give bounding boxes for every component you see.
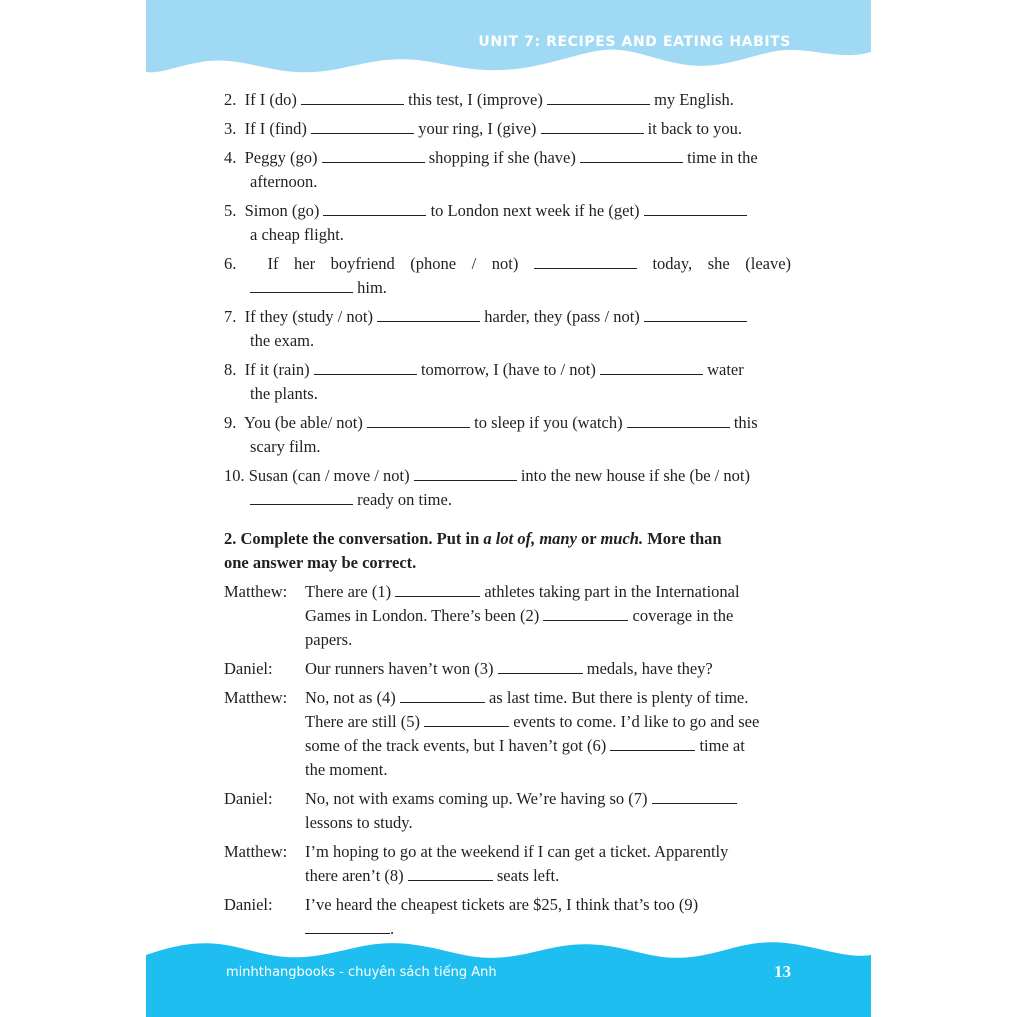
item-continuation: scary film. [250,437,321,456]
heading-term: much. [600,529,644,548]
speaker-label: Daniel: [224,789,273,808]
exercise-item [224,199,747,223]
exercise-item [224,88,734,112]
item-continuation [250,488,452,512]
item-number: 9. [224,413,237,432]
answer-blank[interactable] [543,606,628,621]
answer-blank[interactable] [610,736,695,751]
dialogue-line [305,864,559,888]
answer-blank[interactable] [414,466,517,481]
dialogue-text: . [390,919,395,938]
answer-blank[interactable] [408,866,493,881]
answer-blank[interactable] [541,119,644,134]
dialogue-text: No, not with exams coming up. We’re having so (7) [305,789,648,808]
item-text: it back to you. [647,119,743,138]
heading-term: many [539,529,577,548]
item-text: Susan (can / move / not) [248,466,410,485]
dialogue-line [305,710,759,734]
heading-text: 2. Complete the conversation. Put in [224,529,480,548]
book-page [146,0,871,1017]
dialogue-line [305,787,737,811]
item-text: You (be able/ not) [244,413,363,432]
dialogue-text: Games in London. There’s been (2) [305,606,540,625]
dialogue-line [305,657,713,681]
dialogue-text: there aren’t (8) [305,866,404,885]
exercise-item [224,146,758,170]
dialogue-text: There are (1) [305,582,392,601]
answer-blank[interactable] [652,789,737,804]
item-continuation: afternoon. [250,172,318,191]
unit-title: UNIT 7: RECIPES AND EATING HABITS [478,34,791,50]
item-text: shopping if she (have) [428,148,576,167]
answer-blank[interactable] [644,307,747,322]
answer-blank[interactable] [323,201,426,216]
answer-blank[interactable] [534,254,637,269]
exercise-item [224,358,744,382]
item-text: your ring, I (give) [418,119,537,138]
dialogue-text: No, not as (4) [305,688,396,707]
exercise-item [224,117,742,141]
answer-blank[interactable] [311,119,414,134]
answer-blank[interactable] [305,919,390,934]
item-text: If it (rain) [244,360,310,379]
dialogue-text: Our runners haven’t won (3) [305,659,494,678]
item-text: ready on time. [357,490,452,509]
exercise-item [224,252,791,276]
answer-blank[interactable] [395,582,480,597]
answer-blank[interactable] [250,278,353,293]
dialogue-line: lessons to study. [305,813,413,832]
answer-blank[interactable] [400,688,485,703]
dialogue-line: papers. [305,630,353,649]
item-text: tomorrow, I (have to / not) [420,360,596,379]
item-text: Peggy (go) [244,148,318,167]
item-text: into the new house if she (be / not) [520,466,750,485]
item-text: to sleep if you (watch) [474,413,623,432]
item-continuation [250,276,387,300]
speaker-label: Matthew: [224,688,288,707]
speaker-label: Daniel: [224,895,273,914]
exercise-heading-line2: one answer may be correct. [224,553,417,572]
exercise-item [224,411,758,435]
item-text: to London next week if he (get) [430,201,640,220]
answer-blank[interactable] [547,90,650,105]
item-number: 6. [224,254,237,273]
heading-term: a lot of, [483,529,536,548]
exercise-item [224,305,747,329]
item-text: today, she (leave) [652,254,792,273]
dialogue-text: coverage in the [632,606,734,625]
dialogue-line: I’m hoping to go at the weekend if I can get a ticket. Apparently [305,842,729,861]
item-text: Simon (go) [244,201,320,220]
dialogue-text: seats left. [496,866,560,885]
item-continuation: a cheap flight. [250,225,344,244]
footer-brand: minhthangbooks - chuyên sách tiếng Anh [226,965,497,980]
speaker-label: Matthew: [224,582,288,601]
item-text: If her boyfriend (phone / not) [267,254,519,273]
dialogue-text: as last time. But there is plenty of time. [488,688,749,707]
answer-blank[interactable] [600,360,703,375]
dialogue-line: I’ve heard the cheapest tickets are $25, I think that’s too (9) [305,895,699,914]
item-continuation: the exam. [250,331,315,350]
answer-blank[interactable] [377,307,480,322]
item-text: time in the [687,148,758,167]
answer-blank[interactable] [424,712,509,727]
speaker-label: Daniel: [224,659,273,678]
item-continuation: the plants. [250,384,318,403]
answer-blank[interactable] [301,90,404,105]
dialogue-line [305,580,740,604]
item-number: 4. [224,148,237,167]
item-text: harder, they (pass / not) [484,307,640,326]
answer-blank[interactable] [644,201,747,216]
dialogue-line [305,686,748,710]
item-text: If I (find) [244,119,307,138]
item-text: my English. [654,90,734,109]
item-number: 8. [224,360,237,379]
page-number: 13 [774,962,791,981]
item-text: him. [357,278,387,297]
dialogue-text: There are still (5) [305,712,420,731]
exercise-heading [224,527,722,551]
heading-text: More than [647,529,722,548]
answer-blank[interactable] [580,148,683,163]
dialogue-text: some of the track events, but I haven’t got (6) [305,736,607,755]
item-number: 5. [224,201,237,220]
dialogue-line [305,604,733,628]
item-number: 7. [224,307,237,326]
answer-blank[interactable] [250,490,353,505]
item-text: water [707,360,744,379]
item-number: 3. [224,119,237,138]
heading-text: or [581,529,597,548]
item-number: 10. [224,466,245,485]
item-text: this [733,413,758,432]
exercise-item [224,464,750,488]
dialogue-line [305,734,745,758]
answer-blank[interactable] [322,148,425,163]
dialogue-line: the moment. [305,760,388,779]
answer-blank[interactable] [314,360,417,375]
dialogue-text: events to come. I’d like to go and see [513,712,760,731]
speaker-label: Matthew: [224,842,288,861]
item-text: this test, I (improve) [408,90,543,109]
item-text: If I (do) [244,90,297,109]
answer-blank[interactable] [498,659,583,674]
item-text: If they (study / not) [244,307,373,326]
dialogue-text: medals, have they? [586,659,713,678]
answer-blank[interactable] [367,413,470,428]
item-number: 2. [224,90,237,109]
answer-blank[interactable] [627,413,730,428]
dialogue-text: time at [699,736,745,755]
dialogue-text: athletes taking part in the International [484,582,740,601]
